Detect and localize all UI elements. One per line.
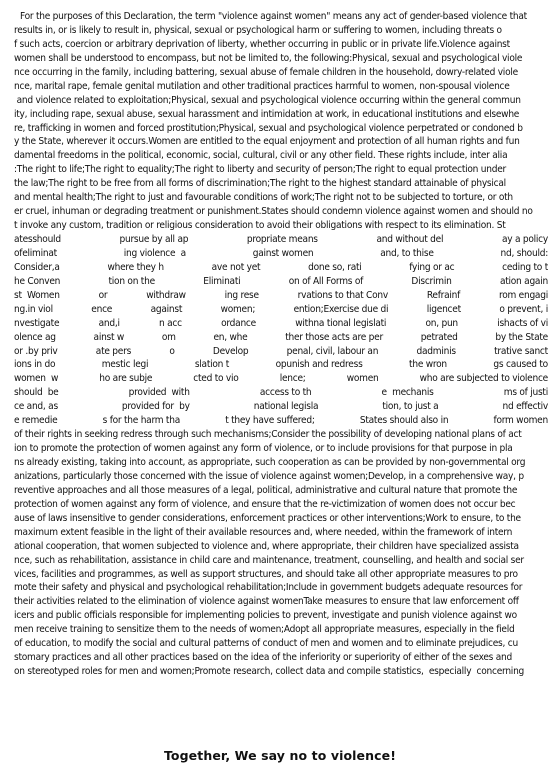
text-line [14, 637, 548, 651]
text-line [14, 526, 548, 540]
text-line [14, 38, 548, 52]
text-line [14, 665, 548, 679]
text-line [14, 135, 548, 149]
text-segment: :The right to life;The right to equality;The right to liberty and security of person;The right to equal protection under [14, 164, 506, 176]
text-segment: t invoke any custom, tradition or religious consideration to avoid their obligations with respect to its elimination. St [14, 220, 506, 232]
text-segment: For the purposes of this Declaration, the term "violence against women" means any act of gender-based violence that [20, 11, 527, 22]
text-line [14, 456, 548, 470]
text-segment: y the State, wherever it occurs.Women are entitled to the equal enjoyment and protection of all human rights and fun [14, 136, 520, 148]
text-segment: ainst w [93, 331, 125, 343]
text-segment: tion on the [108, 275, 155, 287]
text-segment: and without del [376, 234, 444, 245]
text-segment: fying or ac [409, 261, 455, 273]
text-segment: nce occurring in the family, including battering, sexual abuse of female children in the household, dowry-related viole [14, 66, 518, 78]
text-segment: national legisla [253, 401, 319, 413]
text-segment: ce and, as [14, 401, 58, 413]
text-segment: ng.in viol [14, 303, 53, 315]
text-segment: pursue by all ap [119, 234, 189, 245]
text-segment: the wron [409, 359, 447, 371]
text-segment: he Conven [14, 275, 61, 287]
text-segment: ordance [221, 317, 256, 329]
text-segment: rvations to that Conv [297, 289, 388, 301]
text-segment: nce, marital rape, female genital mutilation and other traditional practices harmful to women, non-spousal violence [14, 80, 510, 92]
text-segment: of education, to modify the social and cultural patterns of conduct of men and women and to eliminate prejudices, cu [14, 638, 518, 650]
text-line [14, 10, 548, 24]
text-line [14, 66, 548, 80]
text-segment: women [346, 373, 379, 385]
text-segment: provided for by [121, 401, 190, 413]
text-line [14, 331, 548, 345]
text-segment: re, trafficking in women and forced prostitution;Physical, sexual and psychological violence perpetrated or condoned b [14, 122, 523, 134]
text-segment: ation again [499, 275, 548, 287]
text-segment: rom engagi [498, 289, 548, 301]
text-segment: on, pun [425, 317, 458, 329]
text-line [14, 163, 548, 177]
text-segment: by the State [495, 331, 548, 343]
text-segment: men receive training to sensitize them to the needs of women;Adopt all appropriate measures, especially in the field [14, 624, 515, 636]
text-line [14, 623, 548, 637]
text-segment: stomary practices and all other practices based on the idea of the inferiority or superiority of either of the sexes and [14, 652, 513, 664]
text-line [14, 595, 548, 609]
text-segment: lence; [279, 373, 306, 385]
text-segment: ligencet [426, 303, 461, 315]
text-line [14, 24, 548, 38]
text-segment: damental freedoms in the political, economic, social, cultural, civil or any other field. These rights include, inter alia [14, 150, 508, 162]
text-segment: vices, facilities and programmes, as well as support structures, and should take all other appropriate measures to pro [14, 568, 518, 580]
text-line [14, 651, 548, 665]
text-segment: Eliminati [203, 275, 241, 287]
text-segment: ther those acts are per [285, 331, 383, 343]
text-line [14, 484, 548, 498]
text-segment: cted to vio [193, 373, 239, 385]
slogan: Together, We say no to violence! [163, 748, 397, 763]
text-line [14, 219, 548, 233]
text-segment: provided with [128, 387, 190, 399]
text-segment: om [161, 331, 176, 343]
text-segment: nd effectiv [502, 401, 548, 413]
text-segment: nd, should: [500, 247, 548, 259]
text-segment: e remedie [14, 415, 58, 427]
text-segment: women; [220, 303, 256, 315]
text-segment: trative sanct [494, 345, 548, 357]
text-segment: en, whe [213, 331, 248, 343]
text-segment: anizations, particularly those concerned with the issue of violence against women;Develop, in a comprehensive way, p [14, 470, 524, 482]
text-segment: and, to thise [380, 247, 434, 259]
text-segment: against [150, 303, 183, 315]
text-segment: Discrimin [411, 275, 452, 287]
text-line [14, 233, 548, 247]
text-segment: done so, rati [308, 261, 362, 273]
text-segment: ceding to t [502, 261, 548, 273]
text-segment: ms of justi [503, 387, 548, 399]
text-segment: n acc [159, 317, 182, 329]
text-segment: ions in do [14, 359, 56, 371]
text-segment: and violence related to exploitation;Physical, sexual and psychological violence occurring within the general commun [14, 94, 521, 106]
text-segment: nce, such as rehabilitation, assistance in child care and maintenance, treatment, counselling, and health and social ser [14, 554, 524, 566]
text-line [14, 568, 548, 582]
text-segment: ay a policy [501, 234, 548, 245]
text-segment: tion, to just a [382, 401, 439, 413]
text-segment: ho are subje [99, 373, 153, 385]
text-line [14, 442, 548, 456]
text-line [14, 94, 548, 108]
text-line [14, 191, 548, 205]
text-segment: should be [14, 387, 59, 399]
text-segment: Consider,a [14, 261, 60, 273]
text-line [14, 205, 548, 219]
text-line [14, 581, 548, 595]
text-segment: women w [14, 373, 59, 385]
text-segment: penal, civil, labour an [286, 345, 379, 357]
text-line [14, 177, 548, 191]
text-segment: Refrainf [426, 289, 461, 301]
text-segment: s for the harm tha [102, 415, 180, 427]
text-line [14, 540, 548, 554]
text-segment: the law;The right to be free from all forms of discrimination;The right to the highest standard attainable of physical [14, 178, 506, 190]
text-segment: Develop [212, 345, 249, 357]
text-line [14, 428, 548, 442]
text-segment: o [169, 345, 175, 357]
text-line [14, 498, 548, 512]
text-segment: ion to promote the protection of women against any form of violence, or to include provisions for that purpose in pla [14, 443, 513, 455]
text-segment: mestic legi [101, 359, 149, 371]
text-segment: ns already existing, taking into account, as appropriate, such cooperation as can be provided by non-governmental org [14, 457, 526, 468]
text-segment: reventive approaches and all those measures of a legal, political, administrative and cultural nature that promote the [14, 484, 518, 496]
text-segment: States should also in [359, 415, 449, 427]
text-segment: ational cooperation, that women subjected to violence and, where appropriate, their children have specialized assista [14, 540, 519, 552]
text-segment: ence [91, 303, 113, 315]
text-segment: atesshould [14, 234, 61, 245]
text-segment: olence ag [14, 331, 56, 343]
text-segment: access to th [259, 387, 312, 399]
text-segment: ention;Exercise due di [293, 303, 389, 315]
text-segment: propriate means [246, 234, 318, 245]
declaration-text-block [14, 10, 548, 679]
text-segment: ause of laws insensitive to gender considerations, enforcement practices or other interventions;Work to ensure, to the [14, 512, 521, 524]
text-segment: st Women [14, 289, 60, 301]
text-segment: women shall be understood to encompass, but not be limited to, the following:Physical, sexual and psychological viole [14, 52, 523, 64]
text-line [14, 261, 548, 275]
text-line [14, 400, 548, 414]
text-line [14, 470, 548, 484]
text-segment: o prevent, i [499, 303, 548, 315]
text-line [14, 122, 548, 136]
text-segment: where they h [107, 261, 164, 273]
text-segment: who are subjected to violence [419, 373, 548, 385]
text-segment: t they have suffered; [225, 415, 315, 427]
text-line [14, 80, 548, 94]
text-line [14, 372, 548, 386]
text-line [14, 317, 548, 331]
text-segment: on of All Forms of [288, 275, 364, 287]
text-segment: of their rights in seeking redress through such mechanisms;Consider the possibility of developing national plans of act [14, 429, 522, 441]
text-line [14, 609, 548, 623]
text-line [14, 149, 548, 163]
text-segment: and,i [98, 317, 120, 329]
text-segment: slation t [194, 359, 230, 371]
text-segment: their activities related to the elimination of violence against womenTake measures to ensure that law enforcement off [14, 596, 519, 608]
text-segment: ate pers [95, 345, 132, 357]
text-segment: on stereotyped roles for men and women;Promote research, collect data and compile statistics, especially concerning [14, 666, 525, 678]
text-segment: ing rese [224, 289, 259, 301]
text-segment: petrated [420, 331, 458, 343]
text-segment: ave not yet [211, 261, 261, 273]
text-segment: dadminis [416, 345, 456, 357]
text-segment: ishacts of vi [497, 317, 548, 329]
text-line [14, 345, 548, 359]
text-line [14, 275, 548, 289]
text-line [14, 52, 548, 66]
text-line [14, 289, 548, 303]
text-segment: ity, including rape, sexual abuse, sexual harassment and intimidation at work, in educational institutions and elsewhe [14, 108, 520, 120]
text-segment: er cruel, inhuman or degrading treatment or punishment.States should condemn violence against women and should no [14, 206, 533, 218]
text-segment: ofeliminat [14, 247, 57, 259]
text-segment: nvestigate [14, 317, 60, 329]
text-segment: e mechanis [381, 387, 434, 399]
text-segment: ing violence a [123, 247, 186, 259]
text-line [14, 554, 548, 568]
text-segment: results in, or is likely to result in, physical, sexual or psychological harm or suffering to women, including threats o [14, 24, 502, 36]
text-segment: mote their safety and physical and psychological rehabilitation;Include in government budgets adequate resources for [14, 582, 523, 594]
text-line [14, 303, 548, 317]
text-line [14, 414, 548, 428]
text-segment: and mental health;The right to just and favourable conditions of work;The right not to be subjected to torture, or oth [14, 192, 513, 204]
text-segment: form women [493, 415, 548, 427]
text-line [14, 358, 548, 372]
text-segment: protection of women against any form of violence, and ensure that the re-victimization of women does not occur bec [14, 498, 516, 510]
text-segment: f such acts, coercion or arbitrary deprivation of liberty, whether occurring in public or in private life.Violence against [14, 38, 510, 50]
text-line [14, 512, 548, 526]
text-segment: withdraw [146, 289, 186, 301]
text-line [14, 247, 548, 261]
text-segment: opunish and redress [275, 359, 363, 371]
text-segment: maximum extent feasible in the light of their available resources and, where needed, within the framework of intern [14, 526, 513, 538]
text-segment: gs caused to [493, 359, 548, 371]
text-segment: gainst women [252, 247, 314, 259]
text-line [14, 386, 548, 400]
text-segment: or [98, 289, 108, 301]
text-segment: icers and public officials responsible for implementing policies to prevent, investigate and punish violence against wo [14, 610, 517, 622]
text-segment: withna tional legislati [295, 317, 387, 329]
text-segment: or .by priv [14, 345, 58, 357]
text-line [14, 108, 548, 122]
